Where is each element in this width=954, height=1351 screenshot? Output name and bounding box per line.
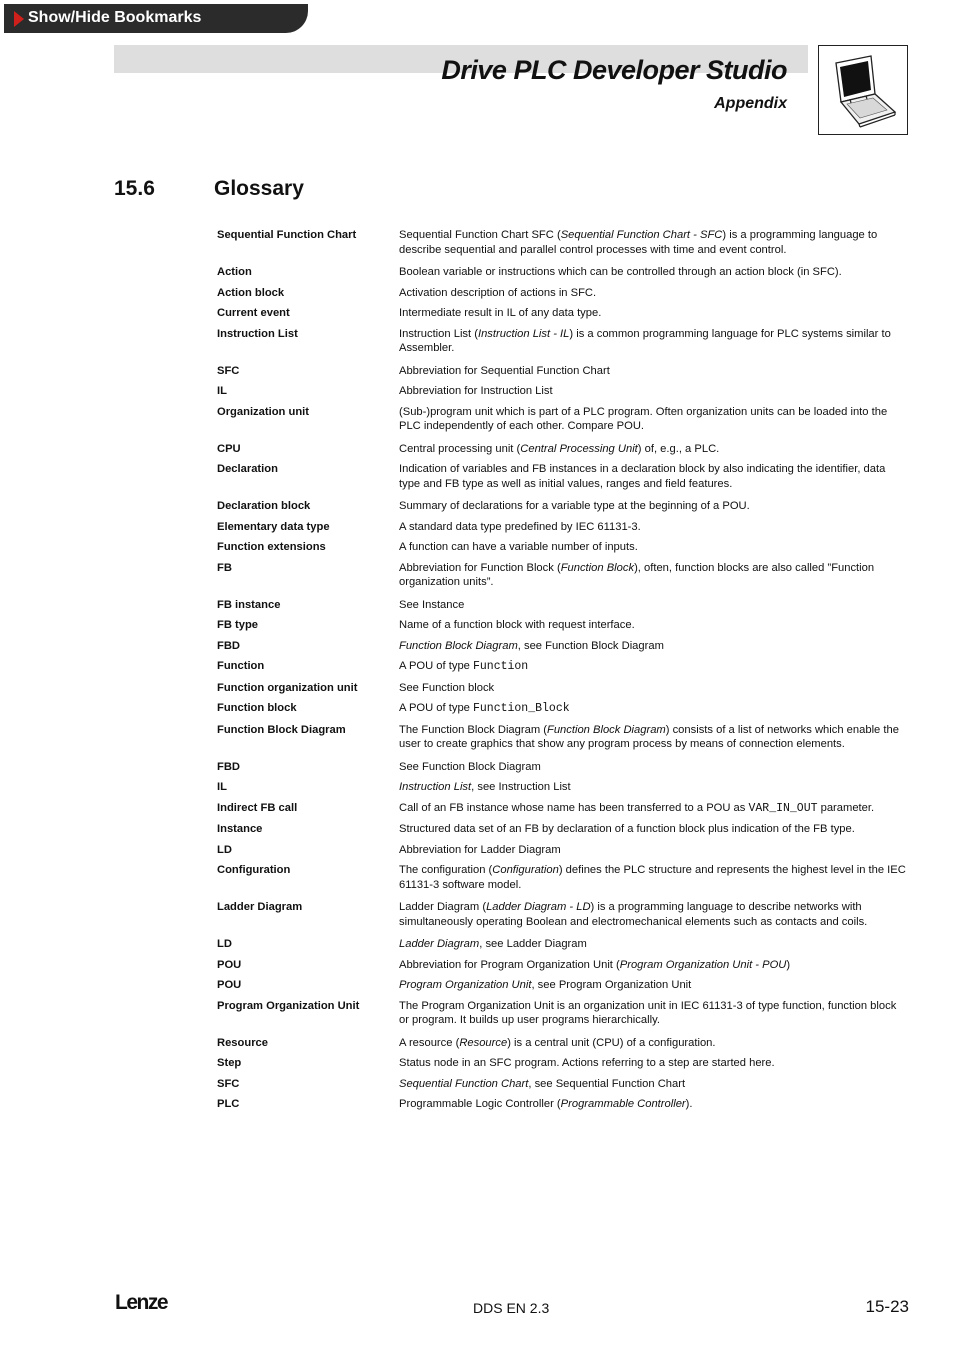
- glossary-entry: [217, 780, 907, 795]
- glossary-term: Sequential Function Chart: [217, 229, 357, 241]
- definition-segment: Instruction List (: [399, 327, 478, 340]
- glossary-entry: [217, 843, 907, 858]
- laptop-icon: [818, 45, 908, 135]
- glossary-entry: [217, 639, 907, 654]
- definition-segment: See Function block: [399, 681, 495, 694]
- glossary-definition: [399, 978, 907, 993]
- definition-segment: Ladder Diagram: [399, 938, 480, 950]
- glossary-definition: [399, 723, 907, 752]
- glossary-definition: [399, 286, 907, 301]
- glossary-entry: [217, 958, 907, 973]
- section-title: Glossary: [214, 177, 304, 200]
- glossary-entry: [217, 561, 907, 590]
- glossary-term: Function extensions: [217, 541, 326, 553]
- glossary-entry: [217, 760, 907, 775]
- definition-segment: Function Block Diagram: [546, 723, 666, 736]
- glossary-definition: [399, 1097, 907, 1112]
- definition-segment: , see Ladder Diagram: [479, 938, 587, 950]
- glossary-entry: [217, 462, 907, 491]
- definition-segment: Abbreviation for Function Block (: [399, 561, 561, 574]
- glossary-entry: [217, 1036, 907, 1051]
- glossary-entry: [217, 978, 907, 993]
- glossary-definition: [399, 701, 907, 717]
- definition-segment: The Program Organization Unit is an organization unit in IEC 61131-3 of type function, function block or program. It builds up user programs hierarchically.: [399, 999, 897, 1026]
- definition-segment: Structured data set of an FB by declaration of a function block plus indication of the FB type.: [399, 823, 855, 835]
- definition-segment: Status node in an SFC program. Actions referring to a step are started here.: [399, 1057, 775, 1069]
- definition-segment: See Instance: [399, 598, 465, 611]
- glossary-term: FBD: [217, 760, 240, 773]
- definition-segment: Function Block: [560, 561, 635, 574]
- glossary-term: Elementary data type: [217, 520, 330, 533]
- glossary-entry: [217, 999, 907, 1028]
- definition-segment: ) is a central unit (CPU) of a configuration.: [507, 1036, 716, 1049]
- glossary-definition: [399, 1077, 907, 1092]
- glossary-term: LD: [217, 843, 232, 856]
- definition-segment: Boolean variable or instructions which can be controlled through an action block (in SFC).: [399, 266, 842, 278]
- definition-segment: A standard data type predefined by IEC 61131-3.: [399, 520, 641, 533]
- definition-segment: The configuration (: [399, 864, 493, 876]
- glossary-entry: [217, 701, 907, 717]
- glossary-definition: [399, 598, 907, 613]
- definition-segment: Ladder Diagram (: [399, 901, 487, 913]
- definition-segment: ) is a programming language to describe sequential and parallel control processes with time and event control.: [399, 229, 878, 256]
- definition-segment: A POU of type: [399, 702, 473, 714]
- glossary-entry: [217, 540, 907, 555]
- definition-segment: Sequential Function Chart SFC (: [399, 229, 561, 241]
- glossary-definition: [399, 462, 907, 491]
- glossary-entry: [217, 681, 907, 696]
- document-title: Drive PLC Developer Studio: [441, 55, 787, 85]
- glossary-entry: [217, 405, 907, 434]
- triangle-right-icon: [14, 11, 24, 27]
- definition-segment: The Function Block Diagram (: [399, 723, 547, 736]
- glossary-entry: [217, 265, 907, 280]
- definition-segment: , see Program Organization Unit: [531, 979, 692, 991]
- glossary-entry: [217, 384, 907, 399]
- definition-segment: Program Organization Unit - POU: [619, 958, 787, 971]
- glossary-term: POU: [217, 958, 242, 971]
- definition-segment: Call of an FB instance whose name has been transferred to a POU as: [399, 801, 749, 814]
- definition-segment: Indication of variables and FB instances in a declaration block by also indicating the identifier, data type and FB type as well as initial values, ranges and field features.: [399, 463, 886, 490]
- definition-segment: A function can have a variable number of inputs.: [399, 541, 638, 553]
- glossary-definition: [399, 801, 907, 817]
- definition-segment: ) of, e.g., a PLC.: [637, 442, 720, 455]
- definition-segment: VAR_IN_OUT: [748, 801, 818, 815]
- glossary-term: Action block: [217, 286, 285, 299]
- definition-segment: Abbreviation for Instruction List: [399, 385, 553, 397]
- glossary-entry: [217, 937, 907, 952]
- glossary-definition: [399, 863, 907, 892]
- definition-segment: ) defines the PLC structure and represents the highest level in the IEC 61131-3 software model.: [399, 864, 906, 891]
- glossary-term: Instruction List: [217, 327, 298, 340]
- glossary-entry: [217, 1056, 907, 1071]
- glossary-term: SFC: [217, 364, 240, 377]
- glossary-definition: [399, 958, 907, 973]
- show-hide-bookmarks-button[interactable]: [4, 4, 308, 33]
- glossary-definition: [399, 843, 907, 858]
- glossary-definition: [399, 306, 907, 321]
- glossary-definition: [399, 681, 907, 696]
- glossary-term: Declaration block: [217, 500, 311, 512]
- glossary-entry: [217, 801, 907, 817]
- definition-segment: Central processing unit (: [399, 442, 521, 455]
- glossary-definition: [399, 499, 907, 514]
- bookmarks-button-label: Show/Hide Bookmarks: [28, 9, 202, 26]
- section-number: 15.6: [114, 177, 155, 200]
- document-id: DDS EN 2.3: [473, 1300, 550, 1316]
- glossary-definition: [399, 405, 907, 434]
- glossary-term: Current event: [217, 307, 290, 319]
- page-number: 15-23: [865, 1297, 909, 1316]
- glossary-term: Step: [217, 1057, 242, 1069]
- glossary-entry: [217, 1077, 907, 1092]
- definition-segment: Activation description of actions in SFC.: [399, 286, 597, 299]
- definition-segment: Abbreviation for Program Organization Unit (: [399, 958, 620, 971]
- glossary-entry: [217, 442, 907, 457]
- glossary-definition: [399, 442, 907, 457]
- glossary-term: Function organization unit: [217, 681, 358, 694]
- glossary-definition: [399, 900, 907, 929]
- definition-segment: See Function Block Diagram: [399, 760, 541, 773]
- definition-segment: Function: [473, 660, 529, 673]
- glossary-definition: [399, 561, 907, 590]
- glossary-definition: [399, 659, 907, 675]
- glossary-term: Function Block Diagram: [217, 723, 346, 736]
- definition-segment: ), often, function blocks are also called ”Function organization units”.: [399, 561, 875, 588]
- glossary-entry: [217, 659, 907, 675]
- glossary-definition: [399, 327, 907, 356]
- definition-segment: Sequential Function Chart - SFC: [560, 229, 723, 241]
- definition-segment: Resource: [459, 1036, 508, 1049]
- glossary-entry: [217, 1097, 907, 1112]
- glossary-definition: [399, 228, 907, 257]
- glossary-term: FBD: [217, 639, 240, 652]
- definition-segment: Summary of declarations for a variable type at the beginning of a POU.: [399, 500, 750, 512]
- glossary-definition: [399, 618, 907, 633]
- definition-segment: Sequential Function Chart: [399, 1077, 529, 1090]
- glossary-definition: [399, 384, 907, 399]
- glossary-term: Action: [217, 266, 252, 278]
- glossary-term: Indirect FB call: [217, 801, 298, 814]
- glossary-entry: [217, 499, 907, 514]
- definition-segment: ) is a common programming language for PLC systems similar to Assembler.: [399, 327, 891, 354]
- glossary-term: Function: [217, 660, 265, 672]
- glossary-entry: [217, 618, 907, 633]
- glossary-entry: [217, 306, 907, 321]
- definition-segment: Name of a function block with request interface.: [399, 619, 635, 631]
- definition-segment: ).: [685, 1098, 693, 1110]
- glossary-definition: [399, 822, 907, 837]
- glossary-term: POU: [217, 979, 242, 991]
- definition-segment: Ladder Diagram - LD: [486, 901, 591, 913]
- definition-segment: Function_Block: [473, 702, 570, 715]
- glossary-entry: [217, 900, 907, 929]
- glossary-term: Resource: [217, 1036, 268, 1049]
- definition-segment: , see Function Block Diagram: [517, 639, 664, 652]
- glossary-entry: [217, 286, 907, 301]
- definition-segment: Abbreviation for Sequential Function Chart: [399, 364, 610, 377]
- definition-segment: ): [786, 958, 791, 971]
- definition-segment: parameter.: [817, 801, 875, 814]
- glossary-entry: [217, 723, 907, 752]
- definition-segment: Instruction List: [399, 781, 472, 793]
- glossary-definition: [399, 520, 907, 535]
- glossary-term: Instance: [217, 823, 263, 835]
- glossary-term: PLC: [217, 1098, 240, 1110]
- glossary-term: Function block: [217, 702, 297, 714]
- glossary-term: IL: [217, 385, 227, 397]
- definition-segment: Instruction List - IL: [477, 327, 570, 340]
- definition-segment: , see Sequential Function Chart: [528, 1077, 686, 1090]
- definition-segment: A POU of type: [399, 660, 473, 672]
- glossary-definition: [399, 639, 907, 654]
- glossary-definition: [399, 999, 907, 1028]
- glossary-entry: [217, 598, 907, 613]
- definition-segment: (Sub-)program unit which is part of a PLC program. Often organization units can be loaded into the PLC independently of each other. Compare POU.: [399, 405, 888, 432]
- glossary-term: Configuration: [217, 864, 291, 876]
- definition-segment: Abbreviation for Ladder Diagram: [399, 843, 561, 856]
- glossary-definition: [399, 364, 907, 379]
- glossary-term: LD: [217, 938, 232, 950]
- definition-segment: Program Organization Unit: [399, 979, 532, 991]
- glossary-term: FB: [217, 561, 232, 574]
- definition-segment: , see Instruction List: [471, 781, 571, 793]
- glossary-definition: [399, 540, 907, 555]
- glossary-definition: [399, 265, 907, 280]
- glossary-term: Declaration: [217, 463, 278, 475]
- glossary-definition: [399, 780, 907, 795]
- glossary-entry: [217, 863, 907, 892]
- definition-segment: Configuration: [492, 864, 559, 876]
- definition-segment: Programmable Logic Controller (: [399, 1098, 561, 1110]
- glossary-entry: [217, 520, 907, 535]
- glossary-definition: [399, 1056, 907, 1071]
- glossary-definition: [399, 937, 907, 952]
- definition-segment: ) consists of a list of networks which enable the user to create graphics that show any program process by means of connection elements.: [399, 723, 899, 750]
- glossary-definition: [399, 760, 907, 775]
- glossary-term: Program Organization Unit: [217, 999, 360, 1012]
- lenze-logo: Lenze: [115, 1291, 168, 1314]
- glossary-entry: [217, 327, 907, 356]
- glossary-term: Organization unit: [217, 405, 309, 418]
- glossary-term: FB type: [217, 619, 259, 631]
- glossary-entry: [217, 364, 907, 379]
- glossary-term: SFC: [217, 1077, 240, 1090]
- definition-segment: Programmable Controller: [560, 1098, 686, 1110]
- glossary-list: [217, 228, 907, 1118]
- glossary-definition: [399, 1036, 907, 1051]
- definition-segment: Function Block Diagram: [399, 639, 518, 652]
- document-subtitle: Appendix: [714, 95, 787, 112]
- definition-segment: Intermediate result in IL of any data type.: [399, 307, 602, 319]
- glossary-entry: [217, 228, 907, 257]
- definition-segment: A resource (: [399, 1036, 460, 1049]
- glossary-term: CPU: [217, 442, 241, 455]
- definition-segment: Central Processing Unit: [520, 442, 638, 455]
- glossary-entry: [217, 822, 907, 837]
- glossary-term: Ladder Diagram: [217, 901, 303, 913]
- glossary-term: FB instance: [217, 598, 281, 611]
- definition-segment: ) is a programming language to describe networks with simultaneously operating Boolean and electromechanical elements such as contacts and coils.: [399, 901, 868, 928]
- glossary-term: IL: [217, 781, 227, 793]
